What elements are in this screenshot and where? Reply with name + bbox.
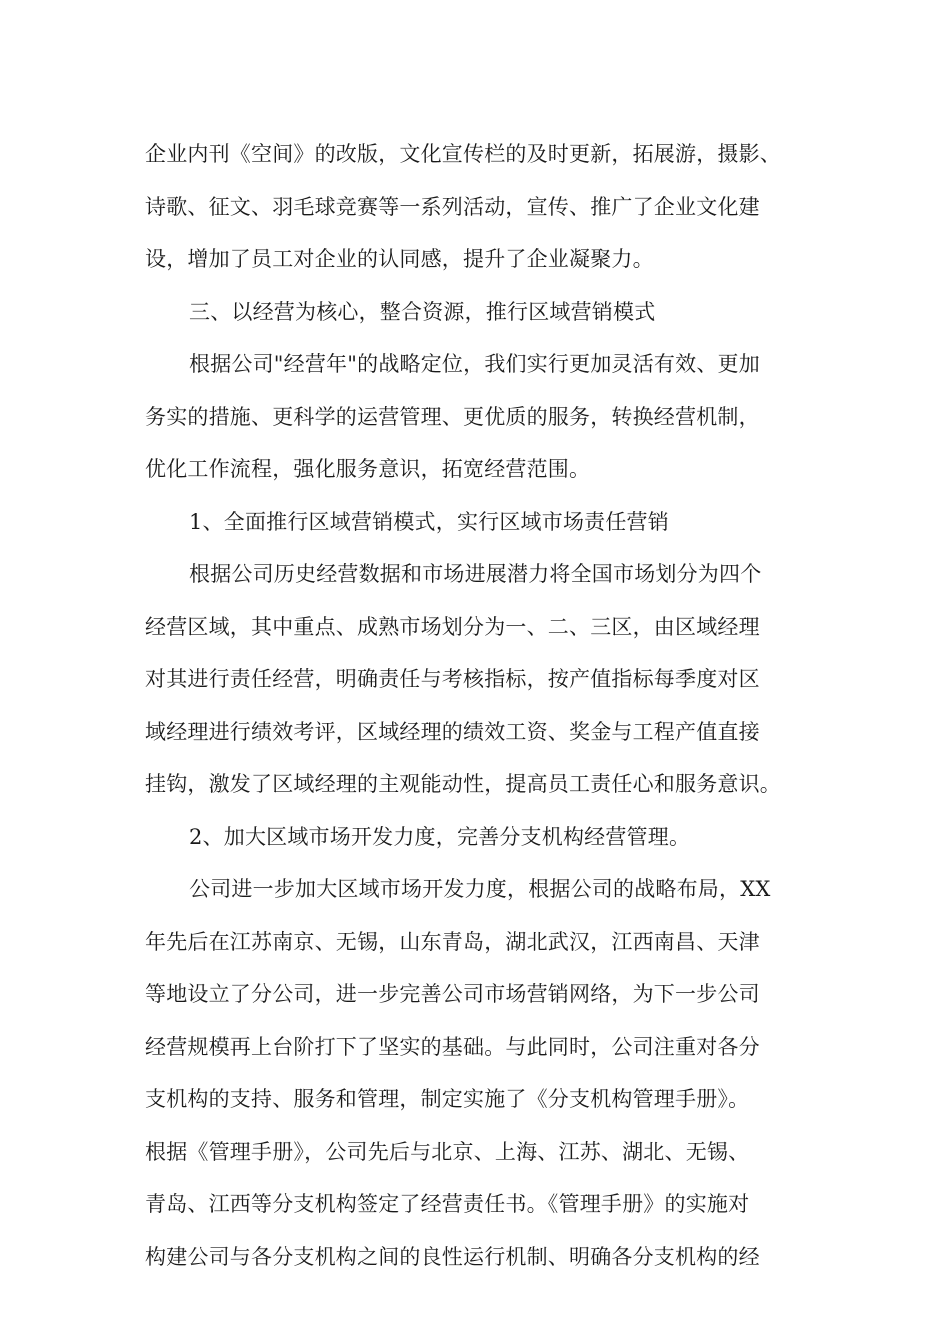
text-line: 构建公司与各分支机构之间的良性运行机制、明确各分支机构的经 (145, 1244, 760, 1269)
paragraph-first-line: 根据公司"经营年"的战略定位，我们实行更加灵活有效、更加 (189, 352, 760, 376)
text-line: 企业内刊《空间》的改版，文化宣传栏的及时更新，拓展游，摄影、 (145, 142, 781, 166)
text-line: 经营区域，其中重点、成熟市场划分为一、二、三区，由区域经理 (145, 614, 760, 639)
text-line: 优化工作流程，强化服务意识，拓宽经营范围。 (145, 457, 591, 481)
paragraph-first-line: 根据公司历史经营数据和市场进展潜力将全国市场划分为四个 (189, 562, 762, 586)
document-body (145, 128, 835, 1283)
text-line: 诗歌、征文、羽毛球竞赛等一系列活动，宣传、推广了企业文化建 (145, 194, 760, 219)
paragraph-first-line: 三、以经营为核心，整合资源，推行区域营销模式 (189, 299, 656, 324)
text-line: 对其进行责任经营，明确责任与考核指标，按产值指标每季度对区 (145, 667, 760, 691)
text-line: 支机构的支持、服务和管理，制定实施了《分支机构管理手册》。 (145, 1087, 750, 1111)
text-line: 青岛、江西等分支机构签定了经营责任书。《管理手册》的实施对 (145, 1192, 750, 1216)
paragraph-first-line: 1、全面推行区域营销模式，实行区域市场责任营销 (189, 509, 669, 534)
text-line: 等地设立了分公司，进一步完善公司市场营销网络，为下一步公司 (145, 982, 760, 1006)
text-line: 务实的措施、更科学的运营管理、更优质的服务，转换经营机制， (145, 404, 760, 429)
text-line: 年先后在江苏南京、无锡，山东青岛，湖北武汉，江西南昌、天津 (145, 929, 760, 954)
text-line: 根据《管理手册》，公司先后与北京、上海、江苏、湖北、无锡、 (145, 1139, 750, 1164)
text-line: 经营规模再上台阶打下了坚实的基础。与此同时，公司注重对各分 (145, 1034, 760, 1059)
text-line: 挂钩，激发了区域经理的主观能动性，提高员工责任心和服务意识。 (145, 772, 781, 796)
text-line: 域经理进行绩效考评，区域经理的绩效工资、奖金与工程产值直接 (145, 719, 760, 744)
paragraph-first-line: 2、加大区域市场开发力度，完善分支机构经营管理。 (189, 824, 691, 849)
paragraph-first-line: 公司进一步加大区域市场开发力度，根据公司的战略布局，XX (189, 877, 771, 901)
text-line: 设，增加了员工对企业的认同感，提升了企业凝聚力。 (145, 247, 654, 271)
